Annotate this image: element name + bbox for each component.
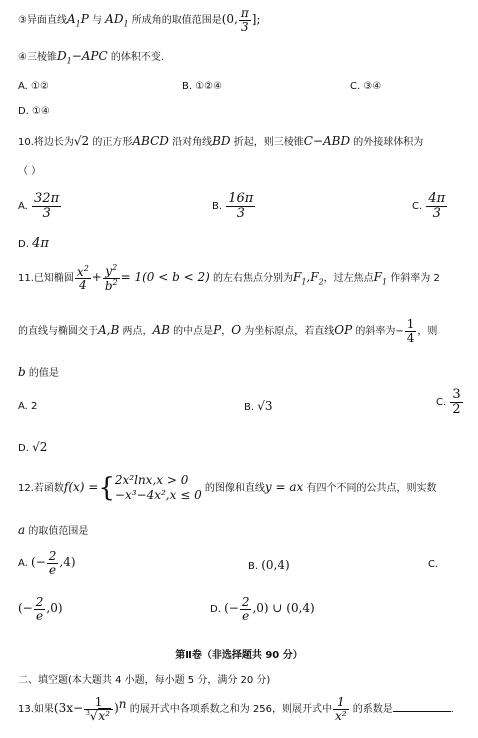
question-12-line2: a 的取值范围是	[18, 523, 89, 537]
q9-option-a: A. ①②	[18, 81, 49, 92]
question-11-line2: 的直线与椭圆交于A,B 两点，AB 的中点是P，O 为坐标原点，若直线OP 的斜率为− $\frac{1}{4}$ ，则	[18, 317, 438, 345]
piecewise-brace: {	[98, 473, 115, 503]
q12-option-c: (− $\frac{2}{e}$ ,0)	[18, 595, 63, 623]
q11-option-d: D. √2	[18, 440, 48, 454]
section-2-heading: 第Ⅱ卷（非选择题共 90 分）	[175, 650, 303, 661]
q10-paren: （ ）	[18, 166, 42, 177]
question-10: 10.将边长为√2 的正方形ABCD 沿对角线BD 折起，则三棱锥C−ABD 的外接球体积为	[18, 134, 424, 148]
piecewise-cases: 2x²lnx,x > 0 −x³−4x²,x ≤ 0	[114, 473, 202, 502]
pi-over-3-fraction: $\frac{\pi}{3}$	[240, 6, 249, 34]
q11-option-b: B. √3	[244, 399, 273, 413]
question-12: 12.若函数f(x) ={ 2x²lnx,x > 0 −x³−4x²,x ≤ 0 的图像和直线y = ax 有四个不同的公共点，则实数	[18, 473, 437, 503]
q11-option-c: C. $\frac{3}{2}$	[436, 387, 461, 417]
question-11: 11.已知椭圆 $\frac{x^2}{4}$ + $\frac{y^2}{b^2}$ = 1(0 < b < 2) 的左右焦点分别为$F_1,F_2$，过左焦点$F_1$ 作斜率为 2	[18, 263, 440, 293]
q9-option-b: B. ①②④	[182, 81, 223, 92]
q10-option-a: A. $\frac{32\pi}{3}$	[18, 191, 60, 221]
q12-option-c-label: C.	[428, 559, 439, 570]
question-13: 13.如果(3x− $\frac{1}{^3√x^2}$ )$^n$ 的展开式中各项系数之和为 256，则展开式中 $\frac{1}{\text{x²}}$ 的系数是 .	[18, 695, 454, 723]
q10-option-c: C. $\frac{4\pi}{3}$	[412, 191, 446, 221]
q12-option-b: B. (0,4)	[248, 558, 290, 572]
q9-option-c: C. ③④	[350, 81, 382, 92]
question-11-line3: b 的值是	[18, 365, 59, 379]
fill-in-section-title: 二、填空题(本大题共 4 小题，每小题 5 分，满分 20 分)	[18, 675, 271, 686]
statement-3: ③异面直线$A_1P$ 与 $AD_1$ 所成角的取值范围是(0, $\frac{\pi}{3}$ ];	[18, 6, 261, 34]
q12-option-d: D. (− $\frac{2}{e}$ ,0) ∪ (0,4)	[210, 595, 315, 623]
q10-option-b: B. $\frac{16\pi}{3}$	[212, 191, 254, 221]
q10-option-d: D. 4π	[18, 236, 49, 251]
q12-option-a: A. (− $\frac{2}{e}$ ,4)	[18, 549, 76, 577]
statement-4: ④三棱锥$D_1-APC$ 的体积不变.	[18, 49, 165, 66]
q9-option-d: D. ①④	[18, 106, 50, 117]
answer-blank[interactable]	[393, 703, 451, 712]
q11-option-a: A. 2	[18, 401, 38, 412]
